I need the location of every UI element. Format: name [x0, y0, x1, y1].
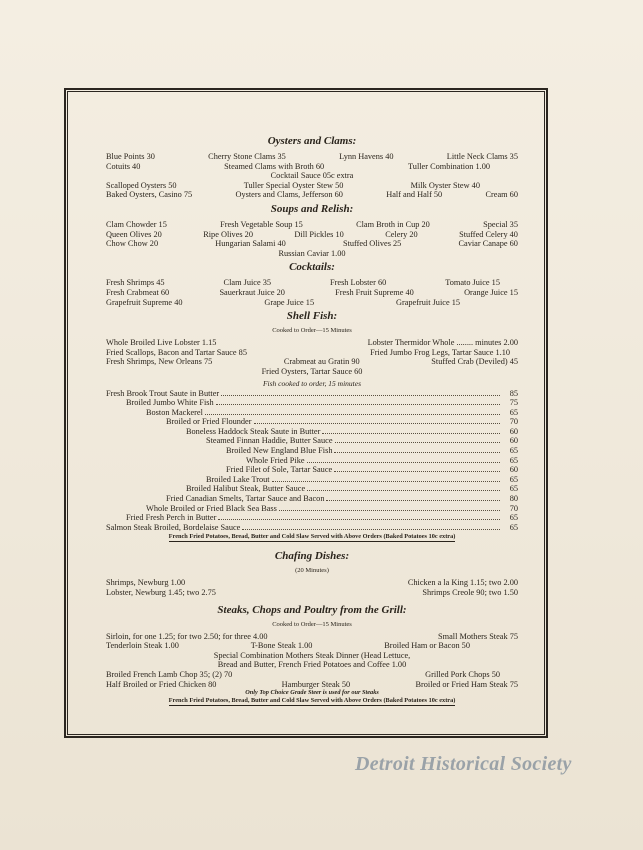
- menu-item: Grapefruit Supreme 40: [106, 297, 183, 307]
- menu-item: Dill Pickles 10: [294, 229, 344, 239]
- fish-item-name: Whole Broiled or Fried Black Sea Bass: [146, 503, 277, 513]
- section-title-grill: Steaks, Chops and Poultry from the Grill:: [217, 603, 407, 616]
- steer-note: Only Top Choice Grade Steer is used for our Steaks: [245, 689, 379, 697]
- menu-item: Fried Scallops, Bacon and Tartar Sauce 85: [106, 347, 247, 357]
- section-title-shellfish: Shell Fish:: [286, 310, 338, 323]
- menu-item: Fresh Crabmeat 60: [106, 287, 170, 297]
- fish-item-price: 65: [509, 407, 518, 417]
- fish-item-price: 65: [509, 474, 518, 484]
- menu-item: Caviar Canape 60: [458, 239, 518, 249]
- menu-line: [106, 660, 518, 670]
- section-subtitle: Cooked to Order—15 Minutes: [272, 620, 352, 628]
- menu-item: Fried Oysters, Tartar Sauce 60: [261, 366, 363, 376]
- menu-item: Broiled Ham or Bacon 50: [384, 641, 470, 651]
- menu-item: Lobster Thermidor Whole ........ minutes 2.00: [367, 338, 518, 348]
- fish-item: [106, 465, 518, 475]
- menu-item: Whole Broiled Live Lobster 1.15: [106, 338, 217, 348]
- fish-item-name: Broiled Lake Trout: [206, 474, 270, 484]
- fish-item-name: Boneless Haddock Steak Saute in Butter: [186, 426, 321, 436]
- menu-item: Special 35: [483, 219, 518, 229]
- leader-dots: [307, 489, 500, 491]
- fish-item: [106, 436, 518, 446]
- menu-line: [106, 152, 518, 162]
- menu-item: Oysters and Clams, Jefferson 60: [235, 190, 343, 200]
- menu-line: [106, 588, 518, 598]
- fish-item: [106, 389, 518, 399]
- leader-dots: [221, 394, 500, 396]
- menu-line: [106, 239, 518, 249]
- menu-item: Bread and Butter, French Fried Potatoes and Coffee 1.00: [217, 660, 407, 670]
- fish-item-name: Broiled Halibut Steak, Butter Sauce: [186, 484, 306, 494]
- menu-item: Fried Jumbo Frog Legs, Tartar Sauce 1.10: [370, 347, 510, 357]
- fish-item: [106, 398, 518, 408]
- menu-item: Fresh Fruit Supreme 40: [335, 287, 414, 297]
- menu-item: Lynn Havens 40: [339, 152, 394, 161]
- menu-item: Sauerkraut Juice 20: [219, 287, 285, 297]
- fish-item-price: 70: [509, 417, 518, 427]
- fish-item-name: Fresh Brook Trout Saute in Butter: [106, 388, 220, 398]
- menu-line: [106, 367, 518, 377]
- menu-item: Hamburger Steak 50: [281, 679, 351, 689]
- leader-dots: [218, 518, 500, 520]
- menu-line: [106, 220, 518, 230]
- menu-line: [106, 348, 518, 358]
- menu-line: [106, 632, 518, 642]
- menu-item: Tuller Special Oyster Stew 50: [243, 180, 344, 190]
- menu-item: Broiled or Fried Ham Steak 75: [415, 679, 518, 689]
- menu-line: [106, 162, 518, 172]
- menu-item: Sirloin, for one 1.25; for two 2.50; for three 4.00: [106, 631, 268, 641]
- menu-item: Clam Juice 35: [223, 278, 272, 288]
- fish-item: [106, 504, 518, 514]
- leader-dots: [205, 413, 500, 415]
- leader-dots: [254, 422, 501, 424]
- menu-item: Fresh Shrimps, New Orleans 75: [106, 357, 213, 367]
- menu-item: Celery 20: [385, 229, 418, 239]
- menu-item: Shrimps Creole 90; two 1.50: [422, 588, 518, 597]
- menu-item: Crabmeat au Gratin 90: [283, 357, 360, 367]
- leader-dots: [272, 480, 500, 482]
- menu-item: Tomato Juice 15: [445, 278, 500, 288]
- menu-item: Baked Oysters, Casino 75: [106, 190, 193, 200]
- section-title-oysters: Oysters and Clams:: [267, 135, 357, 147]
- menu-item: Scalloped Oysters 50: [106, 180, 177, 190]
- fish-item: [106, 523, 518, 533]
- leader-dots: [334, 451, 500, 453]
- menu-item: Tenderloin Steak 1.00: [106, 641, 179, 651]
- menu-item: Lobster, Newburg 1.45; two 2.75: [106, 588, 216, 597]
- menu-item: Stuffed Olives 25: [342, 239, 402, 249]
- menu-line: [106, 670, 518, 680]
- menu-item: Hungarian Salami 40: [215, 239, 286, 249]
- fish-item-price: 65: [509, 522, 518, 532]
- menu-item: Orange Juice 15: [464, 287, 518, 297]
- fish-item: [106, 446, 518, 456]
- fish-item-name: Salmon Steak Broiled, Bordelaise Sauce: [106, 522, 241, 532]
- leader-dots: [216, 403, 500, 405]
- menu-item: Fresh Lobster 60: [330, 278, 387, 288]
- fish-item: [106, 417, 518, 427]
- menu-item: Little Neck Clams 35: [446, 152, 518, 161]
- fish-item: [106, 484, 518, 494]
- menu-item: Grapefruit Juice 15: [395, 297, 460, 307]
- menu-item: Stuffed Celery 40: [459, 229, 518, 239]
- fish-item-name: Fried Fresh Perch in Butter: [126, 513, 217, 523]
- fish-item-price: 65: [509, 513, 518, 523]
- fish-item-price: 75: [509, 398, 518, 408]
- fish-item-price: 65: [509, 484, 518, 494]
- menu-line: [106, 578, 518, 588]
- menu-line: [106, 230, 518, 240]
- section-title-cocktails: Cocktails:: [289, 261, 335, 274]
- fish-item: [106, 427, 518, 437]
- menu-note: Cocktail Sauce 05c extra: [270, 171, 354, 181]
- fish-item-name: Fried Canadian Smelts, Tartar Sauce and Bacon: [166, 494, 325, 504]
- footer-text: French Fried Potatoes, Bread, Butter and Cold Slaw Served with Above Orders (Baked Potatoes 10c extra): [168, 697, 456, 705]
- menu-content: [106, 132, 518, 706]
- menu-item: Milk Oyster Stew 40: [410, 180, 480, 190]
- menu-item: Queen Olives 20: [106, 229, 162, 239]
- fish-item: [106, 494, 518, 504]
- fish-item-price: 85: [509, 388, 518, 398]
- menu-line: [106, 338, 518, 348]
- menu-item: Fresh Shrimps 45: [106, 278, 165, 288]
- menu-item: Cream 60: [485, 190, 518, 200]
- menu-item: Russian Caviar 1.00: [278, 248, 346, 258]
- fish-item-price: 65: [509, 455, 518, 465]
- menu-item: Grape Juice 15: [264, 297, 315, 307]
- fish-item-name: Steamed Finnan Haddie, Butter Sauce: [206, 436, 333, 446]
- menu-line: [106, 298, 518, 308]
- section-subtitle: Cooked to Order—15 Minutes: [272, 327, 352, 335]
- grill-footer: [106, 697, 518, 706]
- fish-item-price: 70: [509, 503, 518, 513]
- menu-item: Chicken a la King 1.15; two 2.00: [407, 578, 518, 588]
- section-subtitle: (20 Minutes): [295, 567, 329, 575]
- fish-note: Fish cooked to order, 15 minutes: [262, 378, 362, 388]
- fish-item-name: Fried Filet of Sole, Tartar Sauce: [226, 465, 333, 475]
- menu-item: Blue Points 30: [106, 152, 155, 161]
- leader-dots: [322, 432, 500, 434]
- fish-item-name: Whole Fried Pike: [246, 455, 305, 465]
- menu-item: Stuffed Crab (Deviled) 45: [431, 357, 518, 367]
- leader-dots: [326, 499, 500, 501]
- menu-line: [106, 651, 518, 661]
- fish-item: [106, 408, 518, 418]
- shellfish-footer: [106, 533, 518, 542]
- fish-item-name: Boston Mackerel: [146, 407, 203, 417]
- fish-item-price: 60: [509, 426, 518, 436]
- leader-dots: [335, 441, 501, 443]
- footer-text: French Fried Potatoes, Bread, Butter and Cold Slaw Served with Above Orders (Baked Potatoes 10c extra): [168, 533, 456, 541]
- section-title-soups: Soups and Relish:: [270, 202, 354, 215]
- fish-item-name: Broiled New England Blue Fish: [226, 446, 333, 456]
- menu-line: [106, 641, 518, 651]
- menu-item: Small Mothers Steak 75: [438, 631, 518, 641]
- leader-dots: [242, 528, 500, 530]
- fish-item-name: Broiled Jumbo White Fish: [126, 398, 214, 408]
- menu-line: [106, 288, 518, 298]
- fish-item: [106, 513, 518, 523]
- fish-item-price: 80: [509, 494, 518, 504]
- menu-item: Grilled Pork Chops 50: [425, 669, 500, 679]
- menu-item: Chow Chow 20: [106, 239, 159, 249]
- menu-line: [106, 680, 518, 690]
- menu-line: [106, 357, 518, 367]
- menu-item: Tuller Combination 1.00: [408, 161, 490, 171]
- menu-line: [106, 181, 518, 191]
- fish-item-name: Broiled or Fried Flounder: [166, 417, 252, 427]
- fish-item: [106, 456, 518, 466]
- menu-item: Shrimps, Newburg 1.00: [106, 578, 186, 588]
- fish-item: [106, 475, 518, 485]
- menu-item: Broiled French Lamb Chop 35; (2) 70: [106, 669, 233, 679]
- fish-item-price: 60: [509, 436, 518, 446]
- menu-item: Steamed Clams with Broth 60: [224, 161, 325, 171]
- menu-item: Special Combination Mothers Steak Dinner (Head Lettuce,: [213, 650, 411, 660]
- fish-item-price: 65: [509, 446, 518, 456]
- menu-item: Fresh Vegetable Soup 15: [220, 219, 303, 229]
- menu-line: [106, 171, 518, 181]
- watermark: Detroit Historical Society: [355, 753, 572, 775]
- menu-line: [106, 190, 518, 200]
- leader-dots: [279, 509, 500, 511]
- leader-dots: [307, 461, 500, 463]
- menu-item: T-Bone Steak 1.00: [250, 641, 313, 651]
- menu-item: Half Broiled or Fried Chicken 80: [106, 679, 217, 689]
- menu-item: Ripe Olives 20: [203, 229, 253, 239]
- menu-item: Clam Chowder 15: [106, 219, 167, 229]
- leader-dots: [334, 470, 500, 472]
- menu-line: [106, 249, 518, 259]
- menu-item: Clam Broth in Cup 20: [356, 219, 430, 229]
- fish-item-price: 60: [509, 465, 518, 475]
- menu-item: Cherry Stone Clams 35: [208, 152, 286, 161]
- menu-item: Half and Half 50: [386, 190, 443, 200]
- menu-item: Cotuits 40: [106, 161, 141, 171]
- menu-line: [106, 278, 518, 288]
- section-title-chafing: Chafing Dishes:: [274, 550, 350, 563]
- fish-list: [106, 389, 518, 533]
